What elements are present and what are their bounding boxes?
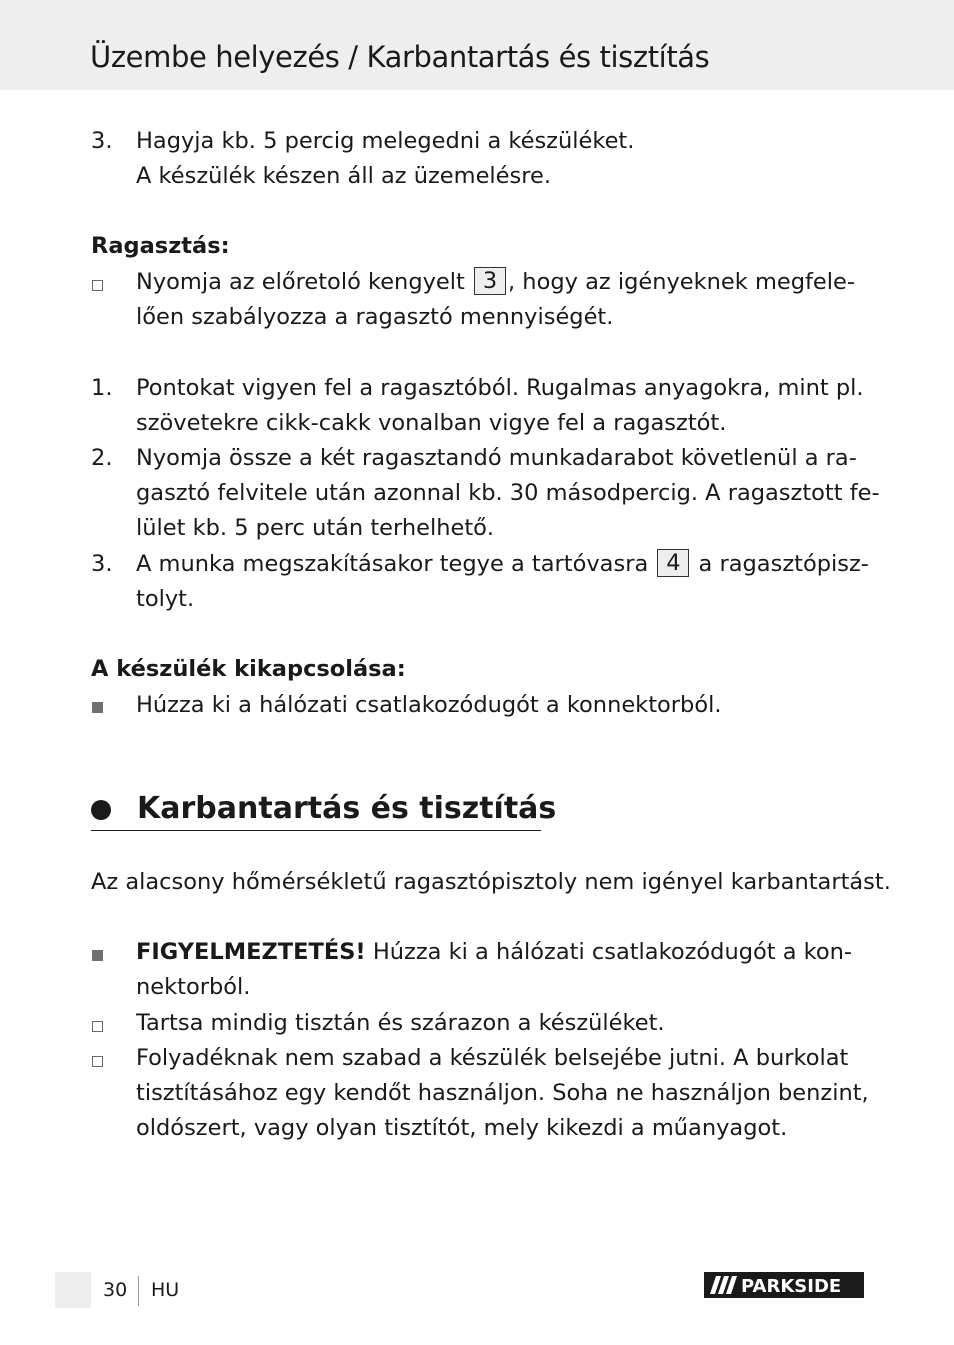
page-number: 30 <box>103 1279 128 1301</box>
section-heading <box>91 790 557 831</box>
filled-square-bullet-icon <box>92 702 103 713</box>
bullet-text: Nyomja az előretoló kengyelt <box>136 269 465 295</box>
switch-off-heading: A készülék kikapcsolása: <box>91 656 406 682</box>
bullet-text: Folyadéknak nem szabad a készülék belsejébe jutni. A burkolat <box>136 1045 849 1071</box>
part-reference-4: 4 <box>657 549 689 577</box>
parkside-logo <box>704 1272 864 1298</box>
page-title: Üzembe helyezés / Karbantartás és tisztítás <box>90 40 710 74</box>
intro-text: Az alacsony hőmérsékletű ragasztópisztoly nem igényel karbantartást. <box>91 869 891 895</box>
bullet-text: Tartsa mindig tisztán és szárazon a készüléket. <box>136 1010 665 1036</box>
step-text: A munka megszakításakor tegye a tartóvasra <box>136 551 649 577</box>
filled-square-bullet-icon <box>92 950 103 961</box>
bullet-text: , hogy az igényeknek megfele- <box>508 269 855 295</box>
warning-text: nektorból. <box>136 974 251 1000</box>
gluing-heading: Ragasztás: <box>91 233 230 259</box>
step-text: a ragasztópisz- <box>698 551 869 577</box>
step-text: szövetekre cikk-cakk vonalban vigye fel a ragasztót. <box>136 410 727 436</box>
step-text: tolyt. <box>136 586 195 612</box>
brand-text: PARKSIDE <box>741 1276 842 1297</box>
step-number: 3. <box>91 551 113 577</box>
bullet-text: lően szabályozza a ragasztó mennyiségét. <box>136 304 614 330</box>
bullet-text: Húzza ki a hálózati csatlakozódugót a konnektorból. <box>136 692 722 718</box>
language-code: HU <box>151 1279 180 1301</box>
bullet-text: tisztításához egy kendőt használjon. Soha ne használjon benzint, <box>136 1080 869 1106</box>
section-title: Karbantartás és tisztítás <box>137 791 557 826</box>
bullet-dot-icon <box>91 800 111 820</box>
step-number: 1. <box>91 375 113 401</box>
square-bullet-icon <box>92 1056 103 1067</box>
step-text: lület kb. 5 perc után terhelhető. <box>136 515 495 541</box>
warning-label: FIGYELMEZTETÉS! <box>136 939 366 965</box>
footer-divider <box>138 1276 139 1306</box>
step-text: A készülék készen áll az üzemelésre. <box>136 163 551 189</box>
step-text: Pontokat vigyen fel a ragasztóból. Rugalmas anyagokra, mint pl. <box>136 375 864 401</box>
square-bullet-icon <box>92 1021 103 1032</box>
step-number: 2. <box>91 445 113 471</box>
part-reference-3: 3 <box>474 267 506 295</box>
bullet-text: oldószert, vagy olyan tisztítót, mely kikezdi a műanyagot. <box>136 1115 788 1141</box>
step-text: gasztó felvitele után azonnal kb. 30 másodpercig. A ragasztott fe- <box>136 480 880 506</box>
warning-text: Húzza ki a hálózati csatlakozódugót a kon- <box>365 939 853 965</box>
footer-box <box>55 1272 91 1308</box>
step-text: Hagyja kb. 5 percig melegedni a készüléket. <box>136 128 635 154</box>
square-bullet-icon <box>92 280 103 291</box>
step-number: 3. <box>91 128 113 154</box>
step-text: Nyomja össze a két ragasztandó munkadarabot követlenül a ra- <box>136 445 857 471</box>
